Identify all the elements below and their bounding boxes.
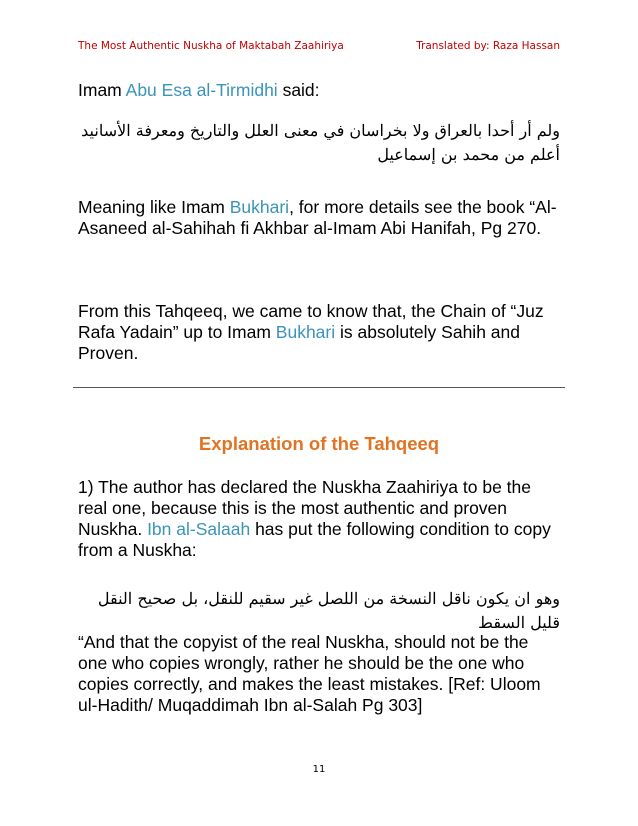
section-heading: Explanation of the Tahqeeq [198,433,440,454]
header-translator: Translated by: Raza Hassan [416,40,560,52]
name-bukhari-2: Bukhari [275,322,336,342]
page-number: 11 [312,764,326,775]
p1-prefix: Imam [78,80,126,100]
p1-suffix: said: [277,80,320,100]
paragraph-bukhari-meaning [78,197,560,239]
name-tirmidhi: Abu Esa al-Tirmidhi [125,80,278,100]
arabic-quote-1: ولم أر أحدا بالعراق ولا بخراسان في معنى العلل والتاريخ ومعرفة الأسانيد أعلم من محمد بن إسماعيل [81,121,560,164]
p3-prefix: From this Tahqeeq, we came to know that, the Chain of “Juz Rafa Yadain” up to Imam [78,301,544,342]
name-bukhari-1: Bukhari [229,197,290,217]
p2-suffix: , for more details see the book “Al-Asaneed al-Sahihah fi Akhbar al-Imam Abi Hanifah, Pg 270. [78,197,557,238]
p3-suffix: is absolutely Sahih and Proven. [78,322,520,363]
page-header [78,40,560,52]
name-ibn-salaah: Ibn al-Salaah [147,519,251,539]
paragraph-explanation-1 [78,477,560,561]
p4-suffix: has put the following condition to copy from a Nuskha: [78,519,551,560]
p4-prefix: 1) The author has declared the Nuskha Zaahiriya to be the real one, because this is the most authentic and proven Nuskha. [78,477,532,539]
paragraph-translation: “And that the copyist of the real Nuskha, should not be the one who copies wrongly, rather he should be the one who copies correctly, and makes the least mistakes. [Ref: Uloom ul-Hadith/ Muqaddimah Ibn al-Salah Pg 303] [78,632,541,715]
arabic-quote-2: وهو ان يكون ناقل النسخة من اللصل غير سقيم للنقل، بل صحيح النقل قليل السقط [97,589,560,632]
p2-prefix: Meaning like Imam [78,197,230,217]
section-divider [73,387,565,388]
paragraph-tirmidhi [78,80,560,101]
paragraph-chain-conclusion [78,301,560,364]
header-title: The Most Authentic Nuskha of Maktabah Zaahiriya [78,40,344,52]
